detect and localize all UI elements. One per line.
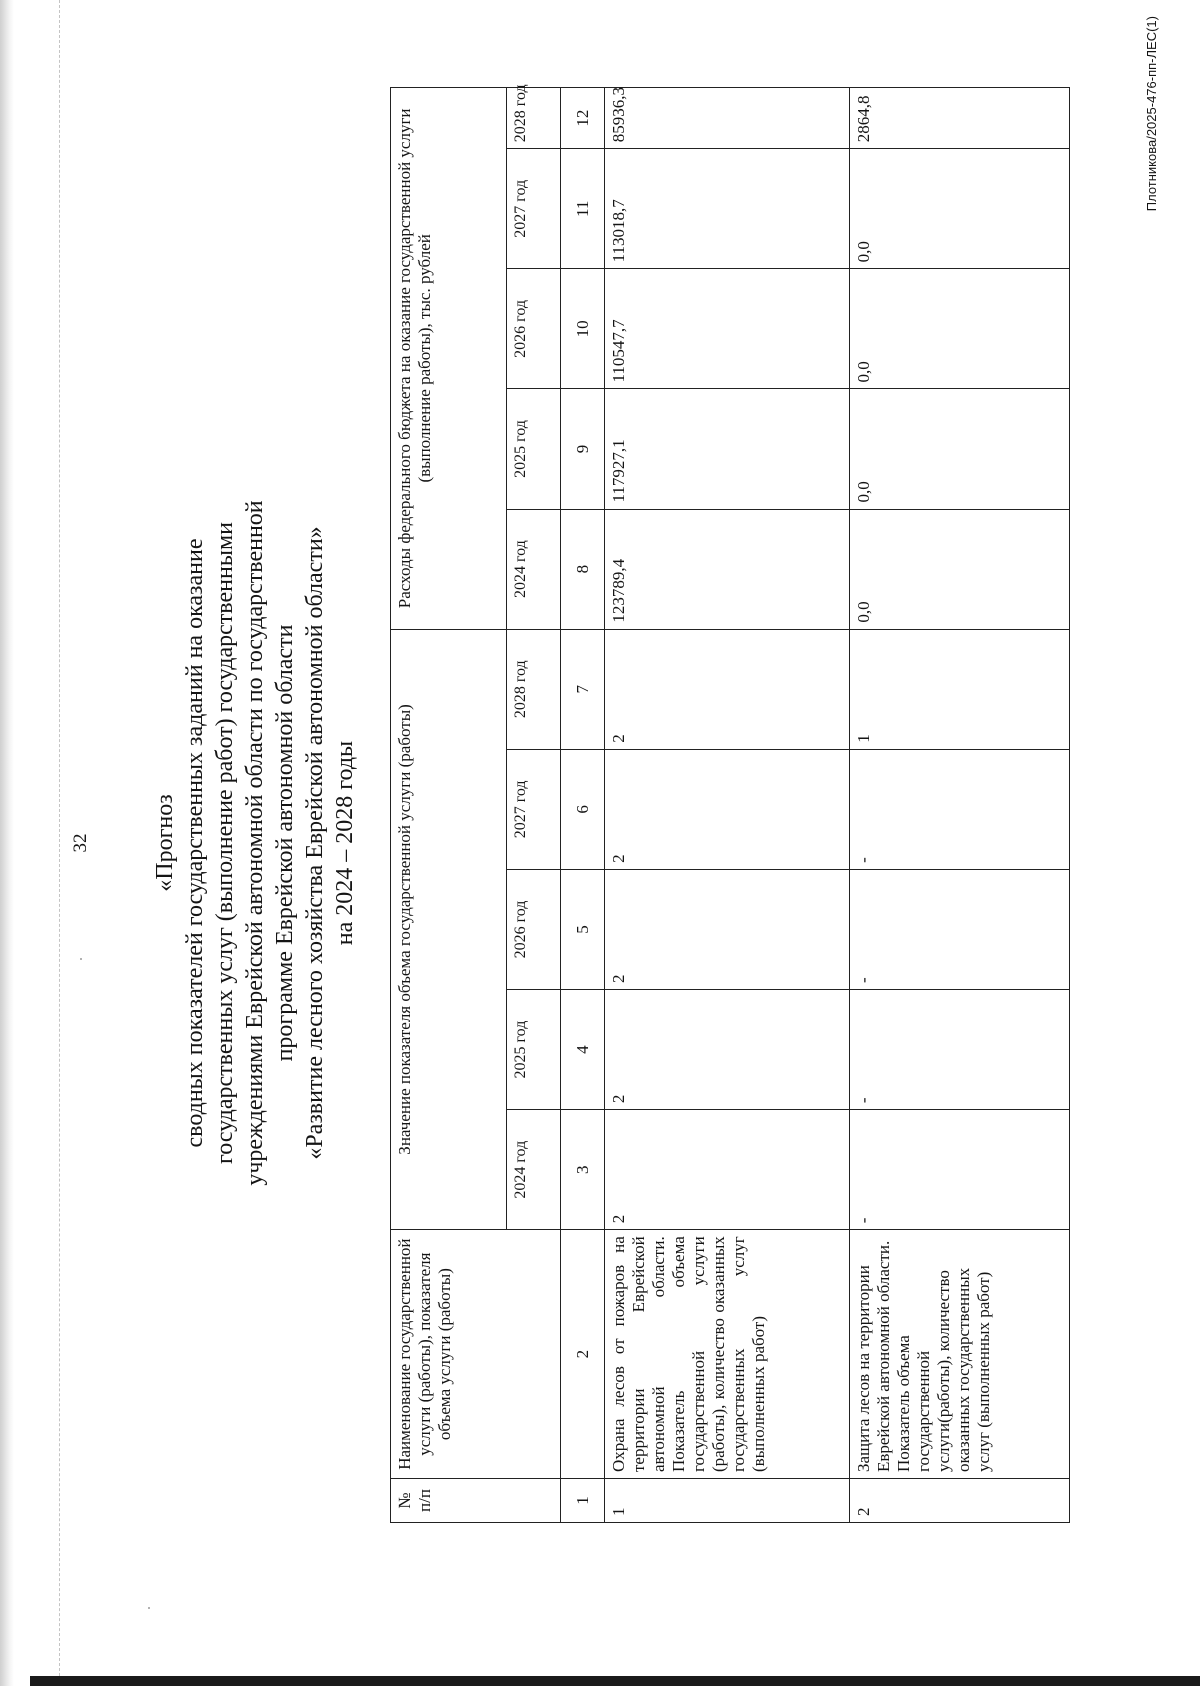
column-number: 3 [561,1110,605,1230]
expense-value: 123789,4 [605,509,850,629]
volume-value: 2 [605,869,850,989]
header-volume-group: Значение показателя объема государственной услуги (работы) [391,629,507,1230]
volume-value: 1 [850,629,1070,749]
column-number: 1 [561,1479,605,1523]
document-title [150,0,360,1686]
page-number: 32 [70,833,91,853]
title-line: сводных показателей государственных заданий на оказание [182,538,208,1148]
title-line: программе Еврейской автономной области [272,624,298,1062]
title-line: на 2024 – 2028 годы [332,740,358,946]
column-number: 12 [561,88,605,149]
expense-value: 0,0 [850,389,1070,509]
title-line: «Прогноз [152,794,178,892]
service-name: Защита лесов на территории Еврейской автономной области. Показатель объема государственной услуги(работы), количество оказанных государственных услуг (выполненных работ) [850,1230,1070,1479]
forecast-table [390,84,1070,1523]
expense-value: 113018,7 [605,149,850,269]
row-number: 2 [850,1479,1070,1523]
table-row [850,88,1070,1523]
volume-value: - [850,749,1070,869]
title-line: государственных услуг (выполнение работ) государственными [212,522,238,1164]
title-line: «Развитие лесного хозяйства Еврейской автономной области» [302,526,328,1160]
column-number: 2 [561,1230,605,1479]
column-number: 11 [561,149,605,269]
column-number: 9 [561,389,605,509]
document-code: Плотникова/2025-476-пп-ЛЕС(1) [1144,16,1159,212]
volume-value: 2 [605,749,850,869]
header-year: 2027 год [507,149,561,269]
header-year: 2024 год [507,1110,561,1230]
expense-value: 0,0 [850,149,1070,269]
expense-value: 110547,7 [605,269,850,389]
column-number: 7 [561,629,605,749]
row-number: 1 [605,1479,850,1523]
column-number: 6 [561,749,605,869]
column-number: 4 [561,990,605,1110]
expense-value: 117927,1 [605,389,850,509]
header-year: 2025 год [507,389,561,509]
header-year: 2027 год [507,749,561,869]
volume-value: - [850,990,1070,1110]
expense-value: 85936,3 [605,88,850,149]
volume-value: 2 [605,629,850,749]
header-year: 2025 год [507,990,561,1110]
header-num: № п/п [391,1479,561,1523]
header-year: 2028 год [507,88,561,149]
header-row [391,88,507,1523]
volume-value: 2 [605,1110,850,1230]
expense-value: 2864,8 [850,88,1070,149]
header-year: 2024 год [507,509,561,629]
header-year: 2026 год [507,269,561,389]
header-name: Наименование государственной услуги (работы), показателя объема услуги (работы) [391,1230,561,1479]
header-expense-group: Расходы федерального бюджета на оказание государственной услуги (выполнение работы), тыс. рублей [391,88,507,630]
header-year: 2026 год [507,869,561,989]
header-year: 2028 год [507,629,561,749]
column-number: 10 [561,269,605,389]
column-number: 5 [561,869,605,989]
expense-value: 0,0 [850,269,1070,389]
volume-value: - [850,869,1070,989]
column-numbers-row [561,88,605,1523]
volume-value: - [850,1110,1070,1230]
service-name: Охрана лесов от пожаров на территории Еврейской автономной области. Показатель объема государственной услуги (работы), количество оказанных государственных услуг (выполненных работ) [605,1230,850,1479]
volume-value: 2 [605,990,850,1110]
expense-value: 0,0 [850,509,1070,629]
column-number: 8 [561,509,605,629]
title-line: учреждениями Еврейской автономной области по государственной [242,500,268,1186]
table-row [605,88,850,1523]
